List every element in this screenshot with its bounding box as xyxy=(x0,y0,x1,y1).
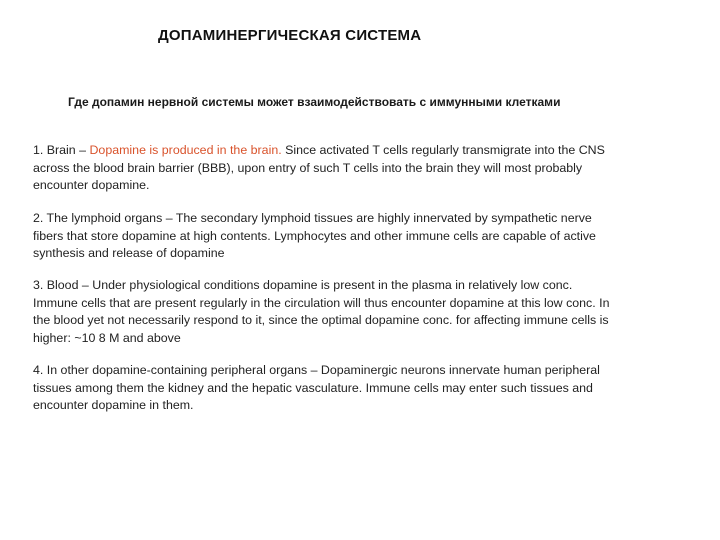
paragraph-lymphoid-line-1: 2. The lymphoid organs – The secondary lymphoid tissues are highly innervated by sympathetic nerve xyxy=(33,211,592,225)
page-title: ДОПАМИНЕРГИЧЕСКАЯ СИСТЕМА xyxy=(158,27,422,44)
paragraph-blood-line-4: higher: ~10 8 M and above xyxy=(33,330,181,345)
paragraph-peripheral-line-3: encounter dopamine in them. xyxy=(33,398,194,412)
paragraph-brain-lead: 1. Brain – xyxy=(33,143,90,157)
paragraph-brain-line-2: across the blood brain barrier (BBB), upon entry of such T cells into the brain they will most probably xyxy=(33,160,583,175)
paragraph-peripheral-line-1: 4. In other dopamine-containing peripheral organs – Dopaminergic neurons innervate human peripheral xyxy=(33,363,600,377)
paragraph-blood xyxy=(33,277,693,347)
paragraph-peripheral-organs xyxy=(33,362,693,415)
paragraph-brain-highlight: Dopamine is produced in the brain. xyxy=(89,143,282,157)
paragraph-brain xyxy=(33,142,693,195)
paragraph-brain-line-1: Since activated T cells regularly transmigrate into the CNS xyxy=(281,143,605,157)
paragraph-lymphoid-organs xyxy=(33,210,693,263)
paragraph-blood-line-1: 3. Blood – Under physiological conditions dopamine is present in the plasma in relatively low conc. xyxy=(33,278,573,292)
paragraph-blood-line-2: Immune cells that are present regularly in the circulation will thus encounter dopamine at this low conc. In xyxy=(33,295,610,310)
page-subtitle: Где допамин нервной системы может взаимодействовать с иммунными клетками xyxy=(68,95,561,109)
paragraph-blood-line-3: the blood yet not necessarily respond to it, since the optimal dopamine conc. for affecting immune cells is xyxy=(33,313,609,327)
paragraph-brain-line-3: encounter dopamine. xyxy=(33,178,150,192)
paragraph-peripheral-line-2: tissues among them the kidney and the hepatic vasculature. Immune cells may enter such tissues and xyxy=(33,380,593,395)
paragraph-lymphoid-line-3: synthesis and release of dopamine xyxy=(33,246,225,260)
paragraph-lymphoid-line-2: fibers that store dopamine at high contents. Lymphocytes and other immune cells are capable of active xyxy=(33,228,596,243)
